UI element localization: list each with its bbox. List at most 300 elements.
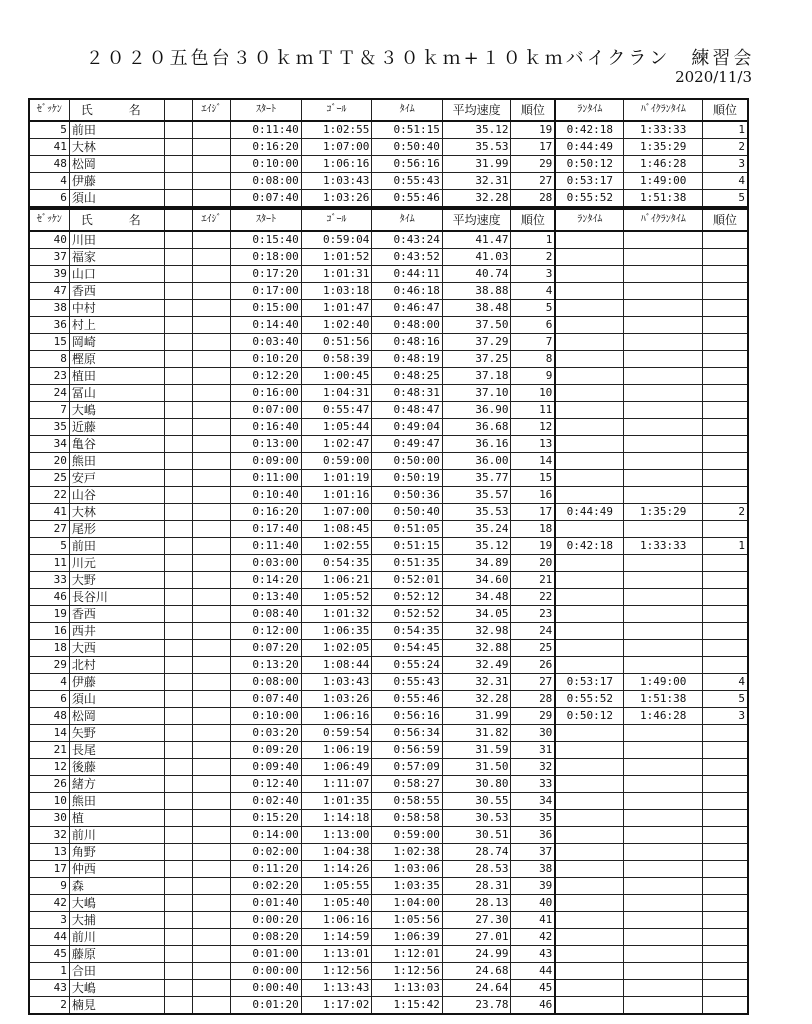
name-cell: 近藤 xyxy=(69,419,164,436)
name-cell: 大嶋 xyxy=(69,895,164,912)
avg-speed-cell: 28.53 xyxy=(442,861,511,878)
blank-cell xyxy=(164,946,192,963)
avg-speed-cell: 41.47 xyxy=(442,231,511,249)
table-row xyxy=(29,249,748,266)
name-cell: 伊藤 xyxy=(69,674,164,691)
start-time-cell: 0:02:00 xyxy=(231,844,302,861)
run-time-cell xyxy=(555,521,624,538)
rank-cell: 43 xyxy=(511,946,555,963)
rank-cell: 24 xyxy=(511,623,555,640)
br-rank-cell xyxy=(703,895,748,912)
time-cell: 0:54:45 xyxy=(372,640,443,657)
header-bike-run-time: ﾊﾞｲｸﾗﾝﾀｲﾑ xyxy=(624,209,703,231)
name-cell: 前田 xyxy=(69,538,164,555)
time-cell: 0:50:36 xyxy=(372,487,443,504)
bib-cell: 36 xyxy=(29,317,69,334)
goal-time-cell: 0:59:04 xyxy=(301,231,372,249)
time-cell: 0:48:25 xyxy=(372,368,443,385)
br-rank-cell xyxy=(703,231,748,249)
run-time-cell xyxy=(555,368,624,385)
run-time-cell xyxy=(555,317,624,334)
time-cell: 0:46:47 xyxy=(372,300,443,317)
table-row xyxy=(29,759,748,776)
start-time-cell: 0:03:00 xyxy=(231,555,302,572)
time-cell: 1:02:38 xyxy=(372,844,443,861)
bikerun-results-table xyxy=(28,98,749,208)
age-cell xyxy=(192,912,230,929)
run-time-cell: 0:55:52 xyxy=(555,190,624,208)
rank-cell: 37 xyxy=(511,844,555,861)
bike-run-time-cell xyxy=(624,912,703,929)
bib-cell: 3 xyxy=(29,912,69,929)
age-cell xyxy=(192,844,230,861)
run-time-cell xyxy=(555,402,624,419)
bib-cell: 32 xyxy=(29,827,69,844)
run-time-cell xyxy=(555,759,624,776)
bike-run-time-cell xyxy=(624,419,703,436)
bib-cell: 29 xyxy=(29,657,69,674)
run-time-cell xyxy=(555,912,624,929)
run-time-cell xyxy=(555,946,624,963)
start-time-cell: 0:13:00 xyxy=(231,436,302,453)
start-time-cell: 0:16:20 xyxy=(231,139,302,156)
start-time-cell: 0:10:40 xyxy=(231,487,302,504)
blank-cell xyxy=(164,963,192,980)
br-rank-cell xyxy=(703,657,748,674)
rank-cell: 44 xyxy=(511,963,555,980)
header-bib: ｾﾞｯｹﾝ xyxy=(29,99,69,121)
run-time-cell: 0:42:18 xyxy=(555,538,624,555)
age-cell xyxy=(192,504,230,521)
blank-cell xyxy=(164,504,192,521)
avg-speed-cell: 35.53 xyxy=(442,504,511,521)
start-time-cell: 0:00:00 xyxy=(231,963,302,980)
table-row xyxy=(29,589,748,606)
start-time-cell: 0:14:40 xyxy=(231,317,302,334)
blank-cell xyxy=(164,283,192,300)
start-time-cell: 0:01:40 xyxy=(231,895,302,912)
blank-cell xyxy=(164,190,192,208)
age-cell xyxy=(192,725,230,742)
br-rank-cell xyxy=(703,980,748,997)
bib-cell: 5 xyxy=(29,538,69,555)
avg-speed-cell: 32.28 xyxy=(442,691,511,708)
time-cell: 0:49:47 xyxy=(372,436,443,453)
age-cell xyxy=(192,963,230,980)
br-rank-cell xyxy=(703,759,748,776)
time-cell: 0:51:05 xyxy=(372,521,443,538)
header-br-rank: 順位 xyxy=(703,99,748,121)
age-cell xyxy=(192,589,230,606)
avg-speed-cell: 32.31 xyxy=(442,674,511,691)
blank-cell xyxy=(164,827,192,844)
header-name: 氏 名 xyxy=(69,209,164,231)
rank-cell: 25 xyxy=(511,640,555,657)
goal-time-cell: 1:06:16 xyxy=(301,912,372,929)
table-row xyxy=(29,555,748,572)
br-rank-cell xyxy=(703,521,748,538)
run-time-cell xyxy=(555,385,624,402)
bib-cell: 24 xyxy=(29,385,69,402)
header-bike-run-time: ﾊﾞｲｸﾗﾝﾀｲﾑ xyxy=(624,99,703,121)
bike-run-time-cell xyxy=(624,810,703,827)
br-rank-cell xyxy=(703,912,748,929)
rank-cell: 19 xyxy=(511,538,555,555)
start-time-cell: 0:07:40 xyxy=(231,691,302,708)
br-rank-cell: 4 xyxy=(703,173,748,190)
table-row xyxy=(29,283,748,300)
br-rank-cell xyxy=(703,266,748,283)
run-time-cell: 0:55:52 xyxy=(555,691,624,708)
blank-cell xyxy=(164,385,192,402)
start-time-cell: 0:13:20 xyxy=(231,657,302,674)
bike-run-time-cell xyxy=(624,878,703,895)
blank-cell xyxy=(164,334,192,351)
bike-run-time-cell xyxy=(624,742,703,759)
time-cell: 0:50:40 xyxy=(372,504,443,521)
avg-speed-cell: 31.50 xyxy=(442,759,511,776)
avg-speed-cell: 31.59 xyxy=(442,742,511,759)
run-time-cell xyxy=(555,895,624,912)
blank-cell xyxy=(164,555,192,572)
bib-cell: 30 xyxy=(29,810,69,827)
age-cell xyxy=(192,436,230,453)
goal-time-cell: 1:02:47 xyxy=(301,436,372,453)
start-time-cell: 0:00:40 xyxy=(231,980,302,997)
goal-time-cell: 1:01:47 xyxy=(301,300,372,317)
table-row xyxy=(29,640,748,657)
start-time-cell: 0:07:20 xyxy=(231,640,302,657)
br-rank-cell xyxy=(703,742,748,759)
name-cell: 北村 xyxy=(69,657,164,674)
bib-cell: 4 xyxy=(29,173,69,190)
time-cell: 0:51:35 xyxy=(372,555,443,572)
br-rank-cell xyxy=(703,623,748,640)
bike-run-time-cell xyxy=(624,453,703,470)
start-time-cell: 0:14:20 xyxy=(231,572,302,589)
bike-run-time-cell xyxy=(624,266,703,283)
age-cell xyxy=(192,827,230,844)
rank-cell: 40 xyxy=(511,895,555,912)
rank-cell: 29 xyxy=(511,708,555,725)
header-rank: 順位 xyxy=(511,209,555,231)
br-rank-cell xyxy=(703,572,748,589)
bike-run-time-cell xyxy=(624,385,703,402)
goal-time-cell: 1:11:07 xyxy=(301,776,372,793)
age-cell xyxy=(192,351,230,368)
header-name: 氏 名 xyxy=(69,99,164,121)
name-cell: 大嶋 xyxy=(69,402,164,419)
goal-time-cell: 1:02:05 xyxy=(301,640,372,657)
start-time-cell: 0:14:00 xyxy=(231,827,302,844)
name-cell: 尾形 xyxy=(69,521,164,538)
goal-time-cell: 1:06:16 xyxy=(301,708,372,725)
bib-cell: 19 xyxy=(29,606,69,623)
bib-cell: 18 xyxy=(29,640,69,657)
goal-time-cell: 0:58:39 xyxy=(301,351,372,368)
age-cell xyxy=(192,173,230,190)
time-cell: 0:50:40 xyxy=(372,139,443,156)
table-row xyxy=(29,334,748,351)
blank-cell xyxy=(164,470,192,487)
br-rank-cell xyxy=(703,436,748,453)
goal-time-cell: 1:00:45 xyxy=(301,368,372,385)
avg-speed-cell: 28.13 xyxy=(442,895,511,912)
avg-speed-cell: 34.48 xyxy=(442,589,511,606)
name-cell: 須山 xyxy=(69,691,164,708)
goal-time-cell: 1:05:52 xyxy=(301,589,372,606)
header-blank xyxy=(164,209,192,231)
br-rank-cell: 3 xyxy=(703,156,748,173)
goal-time-cell: 0:51:56 xyxy=(301,334,372,351)
header-age: ｴｲｼﾞ xyxy=(192,209,230,231)
rank-cell: 6 xyxy=(511,317,555,334)
bib-cell: 17 xyxy=(29,861,69,878)
table-row xyxy=(29,912,748,929)
age-cell xyxy=(192,249,230,266)
table-row xyxy=(29,453,748,470)
rank-cell: 19 xyxy=(511,121,555,139)
bib-cell: 13 xyxy=(29,844,69,861)
table-row xyxy=(29,997,748,1015)
blank-cell xyxy=(164,640,192,657)
goal-time-cell: 1:01:35 xyxy=(301,793,372,810)
blank-cell xyxy=(164,351,192,368)
blank-cell xyxy=(164,997,192,1015)
table-row xyxy=(29,929,748,946)
header-age: ｴｲｼﾞ xyxy=(192,99,230,121)
blank-cell xyxy=(164,674,192,691)
name-cell: 須山 xyxy=(69,190,164,208)
rank-cell: 17 xyxy=(511,139,555,156)
name-cell: 仲西 xyxy=(69,861,164,878)
start-time-cell: 0:11:40 xyxy=(231,121,302,139)
avg-speed-cell: 27.30 xyxy=(442,912,511,929)
avg-speed-cell: 31.82 xyxy=(442,725,511,742)
name-cell: 山谷 xyxy=(69,487,164,504)
rank-cell: 2 xyxy=(511,249,555,266)
age-cell xyxy=(192,453,230,470)
name-cell: 大西 xyxy=(69,640,164,657)
name-cell: 前川 xyxy=(69,827,164,844)
avg-speed-cell: 30.51 xyxy=(442,827,511,844)
table-row xyxy=(29,810,748,827)
rank-cell: 20 xyxy=(511,555,555,572)
goal-time-cell: 1:07:00 xyxy=(301,139,372,156)
bib-cell: 42 xyxy=(29,895,69,912)
start-time-cell: 0:12:00 xyxy=(231,623,302,640)
rank-cell: 28 xyxy=(511,691,555,708)
goal-time-cell: 0:54:35 xyxy=(301,555,372,572)
br-rank-cell xyxy=(703,249,748,266)
avg-speed-cell: 34.89 xyxy=(442,555,511,572)
avg-speed-cell: 30.55 xyxy=(442,793,511,810)
bib-cell: 41 xyxy=(29,504,69,521)
start-time-cell: 0:01:20 xyxy=(231,997,302,1015)
table-row xyxy=(29,504,748,521)
blank-cell xyxy=(164,589,192,606)
bib-cell: 16 xyxy=(29,623,69,640)
avg-speed-cell: 38.88 xyxy=(442,283,511,300)
table-header-row xyxy=(29,209,748,231)
start-time-cell: 0:00:20 xyxy=(231,912,302,929)
table-row xyxy=(29,793,748,810)
table-row xyxy=(29,317,748,334)
run-time-cell xyxy=(555,351,624,368)
time-cell: 0:51:15 xyxy=(372,121,443,139)
name-cell: 長尾 xyxy=(69,742,164,759)
goal-time-cell: 1:08:45 xyxy=(301,521,372,538)
bike-run-time-cell: 1:46:28 xyxy=(624,708,703,725)
rank-cell: 26 xyxy=(511,657,555,674)
age-cell xyxy=(192,929,230,946)
age-cell xyxy=(192,776,230,793)
bike-run-time-cell xyxy=(624,776,703,793)
run-time-cell xyxy=(555,470,624,487)
table-row xyxy=(29,419,748,436)
age-cell xyxy=(192,708,230,725)
age-cell xyxy=(192,538,230,555)
start-time-cell: 0:15:20 xyxy=(231,810,302,827)
table-row xyxy=(29,742,748,759)
bib-cell: 15 xyxy=(29,334,69,351)
rank-cell: 31 xyxy=(511,742,555,759)
bib-cell: 14 xyxy=(29,725,69,742)
blank-cell xyxy=(164,742,192,759)
age-cell xyxy=(192,402,230,419)
goal-time-cell: 1:17:02 xyxy=(301,997,372,1015)
name-cell: 大林 xyxy=(69,504,164,521)
age-cell xyxy=(192,470,230,487)
goal-time-cell: 1:05:40 xyxy=(301,895,372,912)
blank-cell xyxy=(164,521,192,538)
blank-cell xyxy=(164,538,192,555)
bike-run-time-cell: 1:51:38 xyxy=(624,190,703,208)
start-time-cell: 0:10:00 xyxy=(231,156,302,173)
br-rank-cell xyxy=(703,861,748,878)
goal-time-cell: 1:01:32 xyxy=(301,606,372,623)
avg-speed-cell: 38.48 xyxy=(442,300,511,317)
bike-run-time-cell xyxy=(624,929,703,946)
br-rank-cell xyxy=(703,419,748,436)
goal-time-cell: 1:03:26 xyxy=(301,691,372,708)
table-row xyxy=(29,385,748,402)
blank-cell xyxy=(164,487,192,504)
name-cell: 熊田 xyxy=(69,793,164,810)
br-rank-cell xyxy=(703,793,748,810)
blank-cell xyxy=(164,878,192,895)
age-cell xyxy=(192,334,230,351)
header-blank xyxy=(164,99,192,121)
blank-cell xyxy=(164,606,192,623)
avg-speed-cell: 30.80 xyxy=(442,776,511,793)
br-rank-cell xyxy=(703,402,748,419)
run-time-cell xyxy=(555,929,624,946)
goal-time-cell: 1:14:26 xyxy=(301,861,372,878)
bib-cell: 45 xyxy=(29,946,69,963)
bib-cell: 43 xyxy=(29,980,69,997)
time-cell: 0:58:58 xyxy=(372,810,443,827)
start-time-cell: 0:09:20 xyxy=(231,742,302,759)
goal-time-cell: 1:01:19 xyxy=(301,470,372,487)
time-cell: 0:56:16 xyxy=(372,708,443,725)
age-cell xyxy=(192,810,230,827)
table-row xyxy=(29,572,748,589)
rank-cell: 28 xyxy=(511,190,555,208)
bike-run-time-cell xyxy=(624,589,703,606)
time-cell: 0:48:31 xyxy=(372,385,443,402)
name-cell: 山口 xyxy=(69,266,164,283)
avg-speed-cell: 35.57 xyxy=(442,487,511,504)
age-cell xyxy=(192,231,230,249)
run-time-cell xyxy=(555,657,624,674)
bib-cell: 48 xyxy=(29,708,69,725)
avg-speed-cell: 23.78 xyxy=(442,997,511,1015)
goal-time-cell: 1:05:44 xyxy=(301,419,372,436)
blank-cell xyxy=(164,402,192,419)
header-bib: ｾﾞｯｹﾝ xyxy=(29,209,69,231)
table-header-row xyxy=(29,99,748,121)
age-cell xyxy=(192,691,230,708)
header-goal: ｺﾞｰﾙ xyxy=(301,209,372,231)
bib-cell: 46 xyxy=(29,589,69,606)
goal-time-cell: 1:01:16 xyxy=(301,487,372,504)
run-time-cell xyxy=(555,997,624,1015)
time-cell: 0:56:34 xyxy=(372,725,443,742)
header-time: ﾀｲﾑ xyxy=(372,209,443,231)
avg-speed-cell: 40.74 xyxy=(442,266,511,283)
goal-time-cell: 1:04:38 xyxy=(301,844,372,861)
rank-cell: 8 xyxy=(511,351,555,368)
goal-time-cell: 1:14:59 xyxy=(301,929,372,946)
br-rank-cell xyxy=(703,385,748,402)
goal-time-cell: 1:04:31 xyxy=(301,385,372,402)
table-row xyxy=(29,776,748,793)
br-rank-cell: 1 xyxy=(703,121,748,139)
bike-run-time-cell xyxy=(624,895,703,912)
start-time-cell: 0:02:20 xyxy=(231,878,302,895)
bike-run-time-cell xyxy=(624,436,703,453)
age-cell xyxy=(192,878,230,895)
blank-cell xyxy=(164,156,192,173)
start-time-cell: 0:07:00 xyxy=(231,402,302,419)
avg-speed-cell: 36.16 xyxy=(442,436,511,453)
bike-run-time-cell xyxy=(624,334,703,351)
avg-speed-cell: 35.12 xyxy=(442,538,511,555)
goal-time-cell: 1:03:18 xyxy=(301,283,372,300)
run-time-cell: 0:53:17 xyxy=(555,674,624,691)
bib-cell: 22 xyxy=(29,487,69,504)
bike-run-time-cell xyxy=(624,759,703,776)
start-time-cell: 0:16:20 xyxy=(231,504,302,521)
name-cell: 合田 xyxy=(69,963,164,980)
age-cell xyxy=(192,980,230,997)
avg-speed-cell: 36.00 xyxy=(442,453,511,470)
blank-cell xyxy=(164,657,192,674)
avg-speed-cell: 34.05 xyxy=(442,606,511,623)
time-cell: 0:56:59 xyxy=(372,742,443,759)
blank-cell xyxy=(164,436,192,453)
blank-cell xyxy=(164,419,192,436)
bike-run-time-cell xyxy=(624,640,703,657)
name-cell: 樫原 xyxy=(69,351,164,368)
blank-cell xyxy=(164,453,192,470)
start-time-cell: 0:17:40 xyxy=(231,521,302,538)
goal-time-cell: 1:06:19 xyxy=(301,742,372,759)
br-rank-cell: 3 xyxy=(703,708,748,725)
rank-cell: 30 xyxy=(511,725,555,742)
goal-time-cell: 1:08:44 xyxy=(301,657,372,674)
